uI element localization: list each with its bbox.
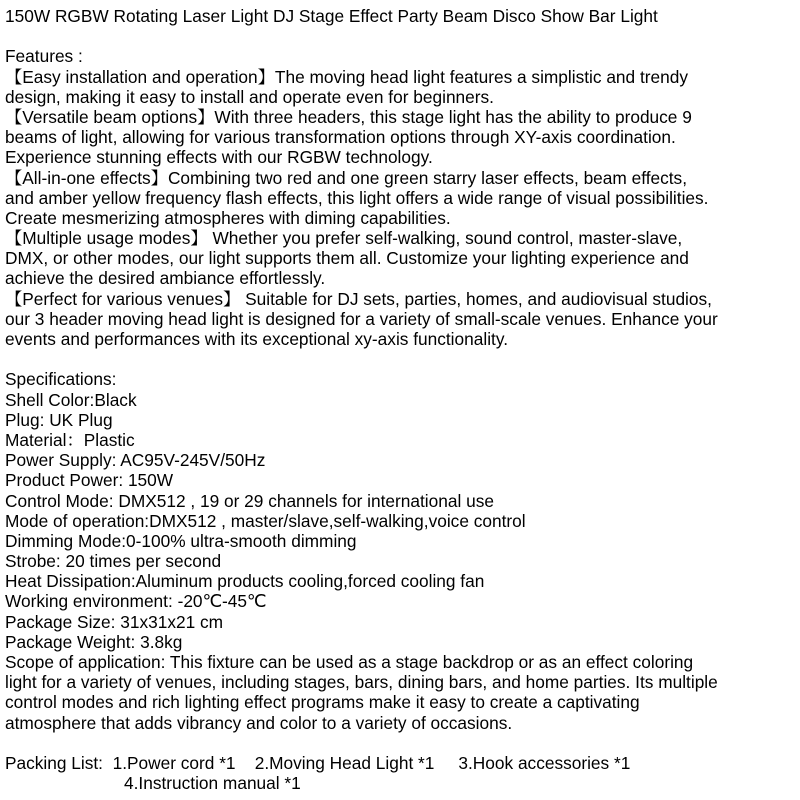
feature-line: 【Perfect for various venues】 Suitable for DJ sets, parties, homes, and audiovisual studios, (5, 288, 712, 309)
feature-line: design, making it easy to install and operate even for beginners. (5, 86, 494, 107)
spacer (5, 733, 795, 753)
feature-line: Experience stunning effects with our RGBW technology. (5, 147, 433, 168)
spec-power-supply: Power Supply: AC95V-245V/50Hz (5, 450, 266, 471)
features-heading: Features : (5, 46, 83, 67)
feature-line: and amber yellow frequency flash effects, this light offers a wide range of visual possibilities. (5, 187, 709, 208)
spacer (5, 26, 795, 46)
feature-line: Create mesmerizing atmospheres with diming capabilities. (5, 207, 451, 228)
page-title: 150W RGBW Rotating Laser Light DJ Stage Effect Party Beam Disco Show Bar Light (5, 6, 658, 26)
feature-various-venues (5, 289, 795, 350)
spec-strobe: Strobe: 20 times per second (5, 551, 222, 572)
feature-line: our 3 header moving head light is designed for a variety of small-scale venues. Enhance your (5, 308, 718, 329)
feature-line: 【Easy installation and operation】The moving head light features a simplistic and trendy (5, 66, 688, 87)
scope-line: Scope of application: This fixture can be used as a stage backdrop or as an effect coloring (5, 652, 694, 672)
scope-line: atmosphere that adds vibrancy and color to a variety of occasions. (5, 712, 513, 733)
spec-plug: Plug: UK Plug (5, 409, 113, 430)
feature-line: beams of light, allowing for various transformation options through XY-axis coordination. (5, 127, 676, 148)
spec-package-size: Package Size: 31x31x21 cm (5, 611, 224, 632)
packing-list-line: Packing List: 1.Power cord *1 2.Moving Head Light *1 3.Hook accessories *1 (5, 752, 631, 773)
spacer (5, 349, 795, 369)
document-body (5, 6, 795, 793)
feature-easy-installation (5, 67, 795, 107)
scope-of-application (5, 652, 795, 733)
feature-line: 【Multiple usage modes】 Whether you prefer self-walking, sound control, master-slave, (5, 228, 683, 249)
spec-heat-dissipation: Heat Dissipation:Aluminum products cooling,forced cooling fan (5, 571, 485, 592)
specifications-list (5, 390, 795, 652)
scope-line: light for a variety of venues, including stages, bars, dining bars, and home parties. Its multiple (5, 672, 718, 693)
feature-line: DMX, or other modes, our light supports them all. Customize your lighting experience and (5, 248, 689, 269)
feature-line: 【Versatile beam options】With three headers, this stage light has the ability to produce 9 (5, 106, 692, 127)
packing-list-line: 4.Instruction manual *1 (124, 773, 301, 794)
spec-package-weight: Package Weight: 3.8kg (5, 631, 183, 652)
feature-all-in-one (5, 168, 795, 229)
spec-working-environment: Working environment: -20℃-45℃ (5, 591, 267, 612)
feature-multiple-modes (5, 228, 795, 289)
packing-list (5, 753, 795, 793)
feature-line: events and performances with its exceptional xy-axis functionality. (5, 329, 508, 349)
spec-control-mode: Control Mode: DMX512 , 19 or 29 channels for international use (5, 490, 494, 511)
scope-line: control modes and rich lighting effect programs make it easy to create a captivating (5, 692, 640, 713)
spec-material: Material：Plastic (5, 429, 135, 450)
spec-product-power: Product Power: 150W (5, 470, 174, 491)
spec-mode-of-operation: Mode of operation:DMX512 , master/slave,self-walking,voice control (5, 510, 526, 531)
feature-line: achieve the desired ambiance effortlessly. (5, 268, 326, 289)
feature-line: 【All-in-one effects】Combining two red and one green starry laser effects, beam effects, (5, 167, 687, 188)
spec-shell-color: Shell Color:Black (5, 389, 137, 410)
specifications-heading: Specifications: (5, 369, 117, 390)
spec-dimming-mode: Dimming Mode:0-100% ultra-smooth dimming (5, 530, 357, 551)
feature-versatile-beam (5, 107, 795, 168)
